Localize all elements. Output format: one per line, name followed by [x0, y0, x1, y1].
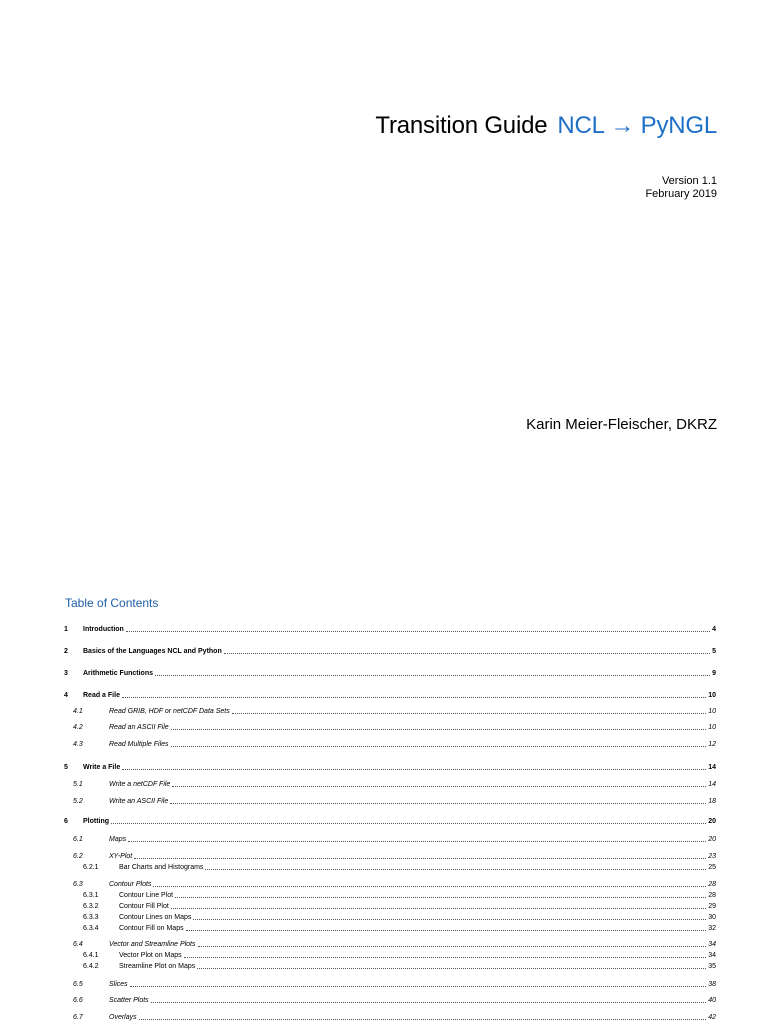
title-main: Transition Guide: [375, 112, 548, 139]
toc-leader-dots: [111, 822, 706, 824]
toc-entry[interactable]: [64, 912, 716, 922]
toc-entry-page: 30: [708, 914, 716, 921]
toc-entry[interactable]: [64, 939, 716, 949]
toc-entry-number: 4.2: [73, 724, 83, 731]
toc-leader-dots: [170, 802, 706, 804]
toc-entry-label: Scatter Plots: [109, 997, 149, 1004]
toc-entry-page: 28: [708, 881, 716, 888]
toc-entry-label: Vector Plot on Maps: [119, 952, 182, 959]
toc-entry-number: 2: [64, 648, 68, 655]
toc-entry-number: 6.3.2: [83, 903, 99, 910]
toc-entry-label: Maps: [109, 836, 127, 843]
toc-entry[interactable]: [64, 722, 716, 732]
toc-entry-page: 34: [708, 952, 716, 959]
toc-leader-dots: [198, 945, 707, 947]
toc-entry-number: 6.5: [73, 981, 83, 988]
toc-entry-number: 4: [64, 692, 68, 699]
toc-entry-label: Contour Lines on Maps: [119, 914, 192, 921]
toc-entry-page: 14: [708, 764, 716, 771]
toc-leader-dots: [171, 728, 707, 730]
toc-entry[interactable]: [64, 961, 716, 971]
toc-entry-label: Read a File: [83, 692, 120, 699]
toc-leader-dots: [153, 885, 706, 887]
toc-entry-page: 9: [712, 670, 716, 677]
toc-entry-number: 6.4.1: [83, 952, 99, 959]
toc-leader-dots: [128, 840, 706, 842]
toc-entry[interactable]: [64, 690, 716, 700]
toc-entry-number: 6.3.4: [83, 925, 99, 932]
toc-entry-label: Slices: [109, 981, 128, 988]
toc-entry-label: Write a File: [83, 764, 121, 771]
toc-entry[interactable]: [64, 979, 716, 989]
toc-entry-number: 5.1: [73, 781, 83, 788]
toc-entry[interactable]: [64, 816, 716, 826]
toc-entry-label: Basics of the Languages NCL and Python: [83, 648, 222, 655]
toc-leader-dots: [139, 1018, 707, 1020]
toc-entry-page: 20: [708, 818, 716, 825]
toc-entry[interactable]: [64, 1012, 716, 1022]
toc-entry-page: 10: [708, 692, 716, 699]
toc-entry[interactable]: [64, 668, 716, 678]
toc-entry-label: Write a netCDF File: [109, 781, 171, 788]
toc-entry-number: 5: [64, 764, 68, 771]
toc-entry-label: Contour Fill on Maps: [119, 925, 184, 932]
toc-entry[interactable]: [64, 890, 716, 900]
toc-leader-dots: [151, 1001, 707, 1003]
toc-entry-label: Bar Charts and Histograms: [119, 864, 204, 871]
toc-entry-number: 6.2.1: [83, 864, 99, 871]
toc-entry-number: 1: [64, 626, 68, 633]
toc-entry-label: XY-Plot: [109, 853, 133, 860]
toc-entry-page: 38: [708, 981, 716, 988]
toc-entry-label: Introduction: [83, 626, 124, 633]
document-title: [375, 112, 717, 140]
toc-entry-page: 40: [708, 997, 716, 1004]
toc-entry-number: 6.4.2: [83, 963, 99, 970]
toc-leader-dots: [122, 696, 706, 698]
toc-leader-dots: [184, 956, 707, 958]
toc-leader-dots: [175, 896, 706, 898]
toc-entry[interactable]: [64, 834, 716, 844]
toc-entry-label: Vector and Streamline Plots: [109, 941, 196, 948]
toc-leader-dots: [171, 907, 706, 909]
toc-entry-page: 35: [708, 963, 716, 970]
toc-entry-number: 3: [64, 670, 68, 677]
toc-entry[interactable]: [64, 779, 716, 789]
version-number: Version 1.1: [661, 175, 717, 187]
toc-entry-label: Plotting: [83, 818, 110, 825]
toc-entry-label: Write an ASCII File: [109, 798, 169, 805]
toc-leader-dots: [232, 712, 706, 714]
toc-entry-number: 5.2: [73, 798, 83, 805]
toc-entry[interactable]: [64, 923, 716, 933]
toc-entry[interactable]: [64, 796, 716, 806]
toc-entry-label: Read an ASCII File: [109, 724, 169, 731]
toc-entry[interactable]: [64, 762, 716, 772]
toc-entry-number: 6.6: [73, 997, 83, 1004]
toc-entry-label: Contour Line Plot: [119, 892, 174, 899]
toc-entry-number: 6.3: [73, 881, 83, 888]
toc-entry-label: Contour Fill Plot: [119, 903, 169, 910]
toc-entry-number: 6: [64, 818, 68, 825]
toc-entry-number: 4.1: [73, 708, 83, 715]
toc-leader-dots: [130, 985, 707, 987]
toc-entry-number: 6.7: [73, 1014, 83, 1021]
version-block: [645, 175, 717, 201]
toc-entry-page: 32: [708, 925, 716, 932]
toc-entry[interactable]: [64, 646, 716, 656]
toc-entry[interactable]: [64, 851, 716, 861]
toc-entry[interactable]: [64, 995, 716, 1005]
toc-entry-page: 10: [708, 708, 716, 715]
toc-leader-dots: [155, 674, 710, 676]
toc-entry-number: 4.3: [73, 741, 83, 748]
toc-entry-number: 6.2: [73, 853, 83, 860]
toc-entry-label: Streamline Plot on Maps: [119, 963, 196, 970]
toc-leader-dots: [205, 868, 706, 870]
toc-entry-label: Overlays: [109, 1014, 137, 1021]
toc-entry-label: Read Multiple Files: [109, 741, 169, 748]
toc-entry-page: 23: [708, 853, 716, 860]
version-date: February 2019: [645, 188, 717, 200]
toc-leader-dots: [224, 652, 710, 654]
toc-entry-page: 28: [708, 892, 716, 899]
toc-entry[interactable]: [64, 739, 716, 749]
toc-entry-number: 6.3.3: [83, 914, 99, 921]
toc-entry-page: 5: [712, 648, 716, 655]
toc-entry-page: 14: [708, 781, 716, 788]
toc-entry-page: 29: [708, 903, 716, 910]
toc-entry-number: 6.1: [73, 836, 83, 843]
toc-entry-page: 34: [708, 941, 716, 948]
toc-entry-page: 42: [708, 1014, 716, 1021]
toc-entry[interactable]: [64, 862, 716, 872]
toc-entry-page: 20: [708, 836, 716, 843]
title-accent: NCL → PyNGL: [557, 112, 717, 139]
toc-leader-dots: [172, 785, 706, 787]
toc-entry[interactable]: [64, 901, 716, 911]
toc-leader-dots: [126, 630, 710, 632]
toc-entry[interactable]: [64, 706, 716, 716]
toc-leader-dots: [122, 768, 706, 770]
toc-entry-label: Read GRIB, HDF or netCDF Data Sets: [109, 708, 230, 715]
toc-entry-label: Contour Plots: [109, 881, 152, 888]
author: Karin Meier-Fleischer, DKRZ: [526, 416, 717, 433]
toc-entry-label: Arithmetic Functions: [83, 670, 154, 677]
toc-leader-dots: [186, 929, 707, 931]
toc-entry-page: 25: [708, 864, 716, 871]
toc-entry-page: 18: [708, 798, 716, 805]
toc-leader-dots: [197, 967, 706, 969]
toc-leader-dots: [134, 857, 706, 859]
toc-leader-dots: [193, 918, 706, 920]
toc-leader-dots: [171, 745, 707, 747]
toc-entry[interactable]: [64, 624, 716, 634]
toc-heading: Table of Contents: [65, 596, 159, 610]
toc-entry-number: 6.3.1: [83, 892, 99, 899]
toc-entry-page: 10: [708, 724, 716, 731]
toc-entry-page: 4: [712, 626, 716, 633]
toc-entry-page: 12: [708, 741, 716, 748]
toc-entry-number: 6.4: [73, 941, 83, 948]
toc-entry[interactable]: [64, 950, 716, 960]
toc-entry[interactable]: [64, 879, 716, 889]
